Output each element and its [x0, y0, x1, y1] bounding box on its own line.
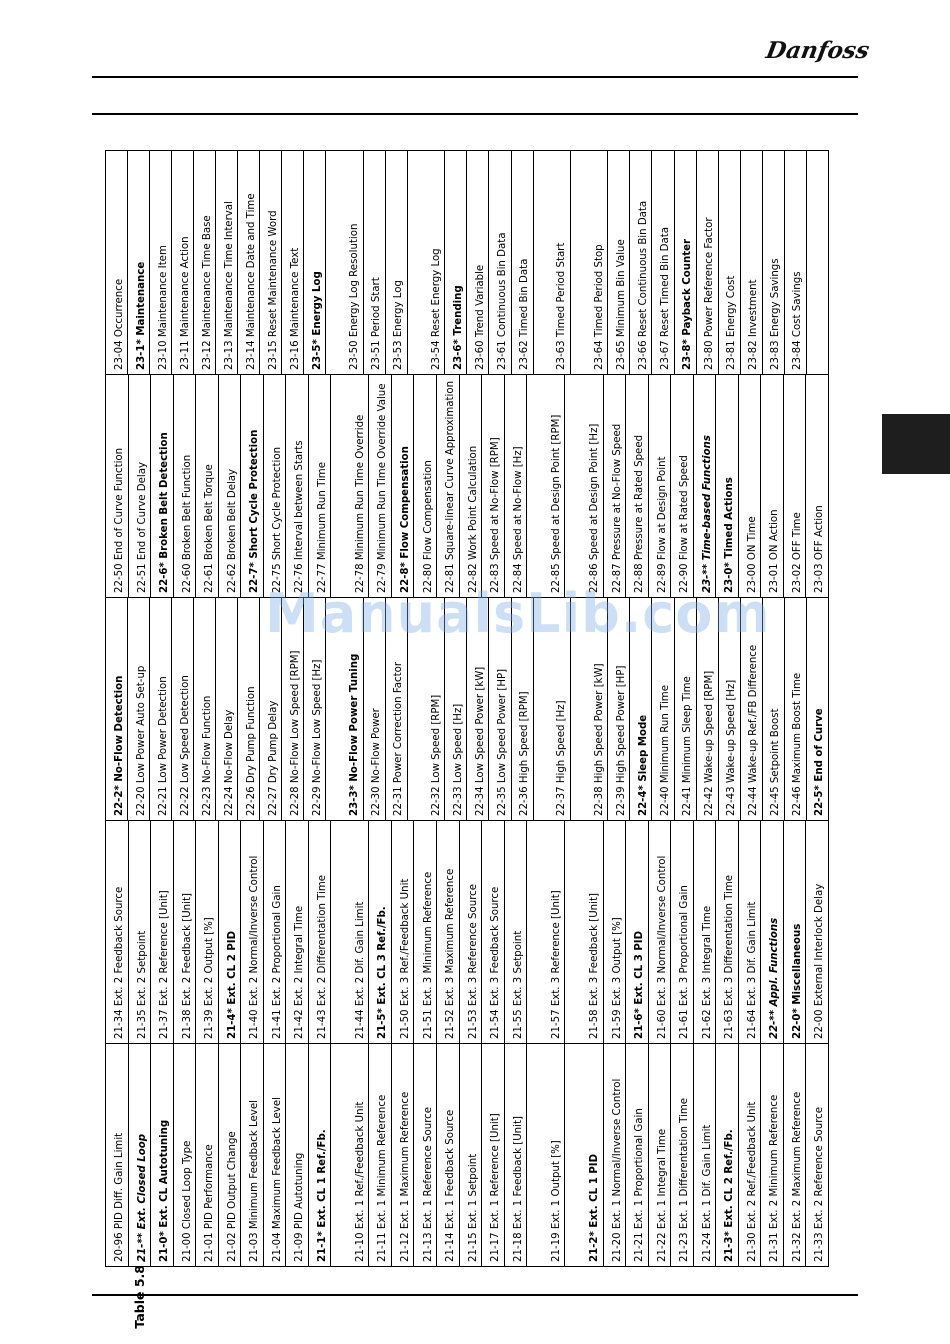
- table-cell: 23-3* No-Flow Power Tuning: [326, 598, 363, 820]
- table-cell: 23-** Time-based Functions: [694, 375, 717, 597]
- table-cell: 22-77 Minimum Run Time: [309, 375, 332, 597]
- table-cell: 22-** Appl. Functions: [761, 821, 784, 1043]
- table-cell: 23-64 Timed Period Stop: [571, 151, 608, 374]
- table-cell: 23-01 ON Action: [761, 375, 784, 597]
- table-cell: 23-53 Energy Log: [386, 151, 408, 374]
- table-cell: 23-67 Reset Timed Bin Data: [652, 151, 674, 374]
- table-cell: 21-42 Ext. 2 Integral Time: [286, 821, 309, 1043]
- table-cell: 22-32 Low Speed [RPM]: [408, 598, 445, 820]
- table-cell: 21-3* Ext. CL 2 Ref./Fb.: [716, 1044, 739, 1266]
- table-cell: 22-36 High Speed [RPM]: [512, 598, 534, 820]
- header-rule-lower: [92, 113, 858, 115]
- table-cell: 21-58 Ext. 3 Feedback [Unit]: [565, 821, 603, 1043]
- table-cell: 23-65 Minimum Bin Value: [608, 151, 630, 374]
- table-cell: 22-21 Low Power Detection: [150, 598, 172, 820]
- table-cell: 21-17 Ext. 1 Reference [Unit]: [482, 1044, 505, 1266]
- table-cell: 23-15 Reset Maintenance Word: [260, 151, 282, 374]
- table-cell: 23-82 Investment: [741, 151, 763, 374]
- table-cell: 22-76 Interval between Starts: [286, 375, 309, 597]
- table-cell: 22-81 Square-linear Curve Approximation: [437, 375, 460, 597]
- table-cell: 21-38 Ext. 2 Feedback [Unit]: [174, 821, 197, 1043]
- table-cell: 21-1* Ext. CL 1 Ref./Fb.: [309, 1044, 332, 1266]
- table-cell: 23-61 Continuous Bin Data: [489, 151, 511, 374]
- table-cell: 23-6* Trending: [445, 151, 467, 374]
- table-cell: 21-60 Ext. 3 Normal/Inverse Control: [649, 821, 672, 1043]
- chapter-tab-marker: [882, 414, 950, 474]
- table-cell: 21-34 Ext. 2 Feedback Source: [106, 821, 129, 1043]
- table-cell: 22-86 Speed at Design Point [Hz]: [565, 375, 603, 597]
- table-cell: 21-33 Ext. 2 Reference Source: [814, 1106, 826, 1262]
- table-cell: 21-62 Ext. 3 Integral Time: [694, 821, 717, 1043]
- table-cell: 21-44 Ext. 2 Dif. Gain Limit: [331, 821, 369, 1043]
- table-cell: 22-79 Minimum Run Time Override Value: [369, 375, 392, 597]
- table-cell: 21-5* Ext. CL 3 Ref./Fb.: [369, 821, 392, 1043]
- table-cell: 21-11 Ext. 1 Minimum Reference: [369, 1044, 392, 1266]
- table-cell: 23-02 OFF Time: [784, 375, 807, 597]
- table-cell: 22-61 Broken Belt Torque: [196, 375, 219, 597]
- table-cell: 21-54 Ext. 3 Feedback Source: [482, 821, 505, 1043]
- table-cell: 22-88 Pressure at Rated Speed: [626, 375, 649, 597]
- table-cell: 23-63 Timed Period Start: [534, 151, 571, 374]
- table-cell: 22-23 No-Flow Function: [194, 598, 216, 820]
- table-cell: 23-16 Maintenance Text: [282, 151, 304, 374]
- table-cell: 22-41 Minimum Sleep Time: [675, 598, 697, 820]
- table-cell: 21-18 Ext. 1 Feedback [Unit]: [505, 1044, 528, 1266]
- table-cell: 21-02 PID Output Change: [219, 1044, 242, 1266]
- table-cell: 21-59 Ext. 3 Output [%]: [604, 821, 627, 1043]
- table-cell: 22-50 End of Curve Function: [106, 375, 129, 597]
- table-cell: 21-39 Ext. 2 Output [%]: [196, 821, 219, 1043]
- table-cell: 23-50 Energy Log Resolution: [326, 151, 363, 374]
- table-cell: 21-12 Ext. 1 Maximum Reference: [392, 1044, 415, 1266]
- table-cell: 21-13 Ext. 1 Reference Source: [414, 1044, 437, 1266]
- table-cell: 22-44 Wake-up Ref./FB Difference: [741, 598, 763, 820]
- table-cell: 22-28 No-Flow Low Speed [RPM]: [282, 598, 304, 820]
- table-cell: 22-90 Flow at Rated Speed: [671, 375, 694, 597]
- table-cell: 21-21 Ext. 1 Proportional Gain: [626, 1044, 649, 1266]
- table-cell: 23-5* Energy Log: [304, 151, 326, 374]
- table-cell: 21-24 Ext. 1 Dif. Gain Limit: [694, 1044, 717, 1266]
- table-cell: 21-22 Ext. 1 Integral Time: [649, 1044, 672, 1266]
- table-cell: 21-35 Ext. 2 Setpoint: [129, 821, 152, 1043]
- table-cell: 21-19 Ext. 1 Output [%]: [527, 1044, 565, 1266]
- table-cell: 22-80 Flow Compensation: [414, 375, 437, 597]
- table-cell: 23-66 Reset Continuous Bin Data: [630, 151, 652, 374]
- table-column: [106, 597, 828, 820]
- table-cell: 22-7* Short Cycle Protection: [241, 375, 264, 597]
- danfoss-logo-text: Danfoss: [764, 37, 872, 64]
- table-cell: 22-6* Broken Belt Detection: [151, 375, 174, 597]
- table-cell: 22-45 Setpoint Boost: [763, 598, 785, 820]
- table-cell: 22-40 Minimum Run Time: [652, 598, 674, 820]
- table-cell: 21-41 Ext. 2 Proportional Gain: [264, 821, 287, 1043]
- table-cell: 21-37 Ext. 2 Reference [Unit]: [151, 821, 174, 1043]
- table-cell: 22-0* Miscellaneous: [784, 821, 807, 1043]
- table-cell: 23-80 Power Reference Factor: [697, 151, 719, 374]
- table-cell: 22-33 Low Speed [Hz]: [445, 598, 467, 820]
- table-cell: 22-82 Work Point Calculation: [460, 375, 483, 597]
- table-cell: 22-29 No-Flow Low Speed [Hz]: [304, 598, 326, 820]
- table-cell: 23-62 Timed Bin Data: [512, 151, 534, 374]
- table-cell: 21-20 Ext. 1 Normal/Inverse Control: [604, 1044, 627, 1266]
- table-cell: 22-30 No-Flow Power: [364, 598, 386, 820]
- table-cell: 22-35 Low Speed Power [HP]: [489, 598, 511, 820]
- table-column: [106, 1043, 828, 1266]
- table-cell: 21-23 Ext. 1 Differentation Time: [671, 1044, 694, 1266]
- table-cell: 22-46 Maximum Boost Time: [785, 598, 807, 820]
- table-cell: 21-10 Ext. 1 Ref./Feedback Unit: [331, 1044, 369, 1266]
- table-cell: 23-83 Energy Savings: [763, 151, 785, 374]
- table-cell: 21-51 Ext. 3 Minimum Reference: [414, 821, 437, 1043]
- table-cell: 22-31 Power Correction Factor: [386, 598, 408, 820]
- table-cell: 21-0* Ext. CL Autotuning: [151, 1044, 174, 1266]
- table-cell: 22-37 High Speed [Hz]: [534, 598, 571, 820]
- table-cell: 21-04 Maximum Feedback Level: [264, 1044, 287, 1266]
- header-rule: [92, 76, 858, 78]
- table-cell: 23-12 Maintenance Time Base: [194, 151, 216, 374]
- table-cell: 22-5* End of Curve: [814, 708, 826, 816]
- table-cell: 21-43 Ext. 2 Differentation Time: [309, 821, 332, 1043]
- table-cell: 21-00 Closed Loop Type: [174, 1044, 197, 1266]
- table-cell: 22-75 Short Cycle Protection: [264, 375, 287, 597]
- table-cell: 22-83 Speed at No-Flow [RPM]: [482, 375, 505, 597]
- table-cell: 23-10 Maintenance Item: [150, 151, 172, 374]
- table-cell: 21-55 Ext. 3 Setpoint: [505, 821, 528, 1043]
- table-cell: 21-09 PID Autotuning: [286, 1044, 309, 1266]
- parameter-table: [105, 150, 829, 1267]
- table-cell: 21-14 Ext. 1 Feedback Source: [437, 1044, 460, 1266]
- table-cell: 21-6* Ext. CL 3 PID: [626, 821, 649, 1043]
- table-cell: 22-4* Sleep Mode: [630, 598, 652, 820]
- table-cell: 22-27 Dry Pump Delay: [260, 598, 282, 820]
- table-cell: 23-8* Payback Counter: [675, 151, 697, 374]
- table-cell: 21-4* Ext. CL 2 PID: [219, 821, 242, 1043]
- table-cell: 23-13 Maintenance Time Interval: [216, 151, 238, 374]
- table-cell: 22-39 High Speed Power [HP]: [608, 598, 630, 820]
- table-cell: 22-84 Speed at No-Flow [Hz]: [505, 375, 528, 597]
- table-cell: 23-03 OFF Action: [814, 505, 826, 593]
- table-cell: 21-01 PID Performance: [196, 1044, 219, 1266]
- table-cell: 21-03 Minimum Feedback Level: [241, 1044, 264, 1266]
- table-cell: 21-** Ext. Closed Loop: [129, 1044, 152, 1266]
- table-cell: 23-54 Reset Energy Log: [408, 151, 445, 374]
- table-cell: 22-22 Low Speed Detection: [172, 598, 194, 820]
- table-cell: 22-60 Broken Belt Function: [174, 375, 197, 597]
- table-cell: 22-89 Flow at Design Point: [649, 375, 672, 597]
- table-cell: 23-60 Trend Variable: [467, 151, 489, 374]
- table-cell: 23-14 Maintenance Date and Time: [238, 151, 260, 374]
- table-cell: 22-8* Flow Compensation: [392, 375, 415, 597]
- table-cell: 22-26 Dry Pump Function: [238, 598, 260, 820]
- table-cell: 23-11 Maintenance Action: [172, 151, 194, 374]
- table-column: [106, 820, 828, 1043]
- table-cell: 22-38 High Speed Power [kW]: [571, 598, 608, 820]
- table-cell: 22-87 Pressure at No-Flow Speed: [604, 375, 627, 597]
- table-cell: [807, 151, 828, 374]
- table-cell: 21-61 Ext. 3 Proportional Gain: [671, 821, 694, 1043]
- parameter-table-grid: [105, 150, 829, 1267]
- table-cell: 21-52 Ext. 3 Maximum Reference: [437, 821, 460, 1043]
- table-cell: 21-53 Ext. 3 Reference Source: [460, 821, 483, 1043]
- table-column: [106, 374, 828, 597]
- table-cell: 21-15 Ext. 1 Setpoint: [460, 1044, 483, 1266]
- danfoss-logo: [764, 30, 872, 70]
- table-cell: 21-50 Ext. 3 Ref./Feedback Unit: [392, 821, 415, 1043]
- table-caption-text: Table 5.8: [132, 1265, 147, 1329]
- table-cell: 21-63 Ext. 3 Differentation Time: [716, 821, 739, 1043]
- table-cell: 22-24 No-Flow Delay: [216, 598, 238, 820]
- table-cell: 21-40 Ext. 2 Normal/Inverse Control: [241, 821, 264, 1043]
- table-cell: 23-51 Period Start: [364, 151, 386, 374]
- watermark: ManualsLib.com: [265, 582, 771, 645]
- table-cell: 22-78 Minimum Run Time Override: [331, 375, 369, 597]
- table-cell: 23-0* Timed Actions: [716, 375, 739, 597]
- table-cell: 21-31 Ext. 2 Minimum Reference: [761, 1044, 784, 1266]
- table-cell: 21-64 Ext. 3 Dif. Gain Limit: [739, 821, 762, 1043]
- table-cell: 22-34 Low Speed Power [kW]: [467, 598, 489, 820]
- table-caption: [132, 1265, 292, 1329]
- table-cell: 20-96 PID Diff. Gain Limit: [106, 1044, 129, 1266]
- table-cell: 22-2* No-Flow Detection: [106, 598, 128, 820]
- table-cell: 22-00 External Interlock Delay: [814, 883, 826, 1039]
- table-cell: 22-42 Wake-up Speed [RPM]: [697, 598, 719, 820]
- table-cell: 23-00 ON Time: [739, 375, 762, 597]
- table-cell: 23-1* Maintenance: [128, 151, 150, 374]
- table-column: [106, 151, 828, 374]
- table-cell: 22-62 Broken Belt Delay: [219, 375, 242, 597]
- table-cell: 21-32 Ext. 2 Maximum Reference: [784, 1044, 807, 1266]
- table-cell: 22-51 End of Curve Delay: [129, 375, 152, 597]
- table-cell: 21-30 Ext. 2 Ref./Feedback Unit: [739, 1044, 762, 1266]
- table-cell: 23-04 Occurrence: [106, 151, 128, 374]
- table-cell: 22-85 Speed at Design Point [RPM]: [527, 375, 565, 597]
- table-cell: 23-84 Cost Savings: [785, 151, 807, 374]
- table-cell: 22-20 Low Power Auto Set-up: [128, 598, 150, 820]
- table-cell: 22-43 Wake-up Speed [Hz]: [719, 598, 741, 820]
- table-cell: 21-2* Ext. CL 1 PID: [565, 1044, 603, 1266]
- table-cell: 23-81 Energy Cost: [719, 151, 741, 374]
- table-cell: 21-57 Ext. 3 Reference [Unit]: [527, 821, 565, 1043]
